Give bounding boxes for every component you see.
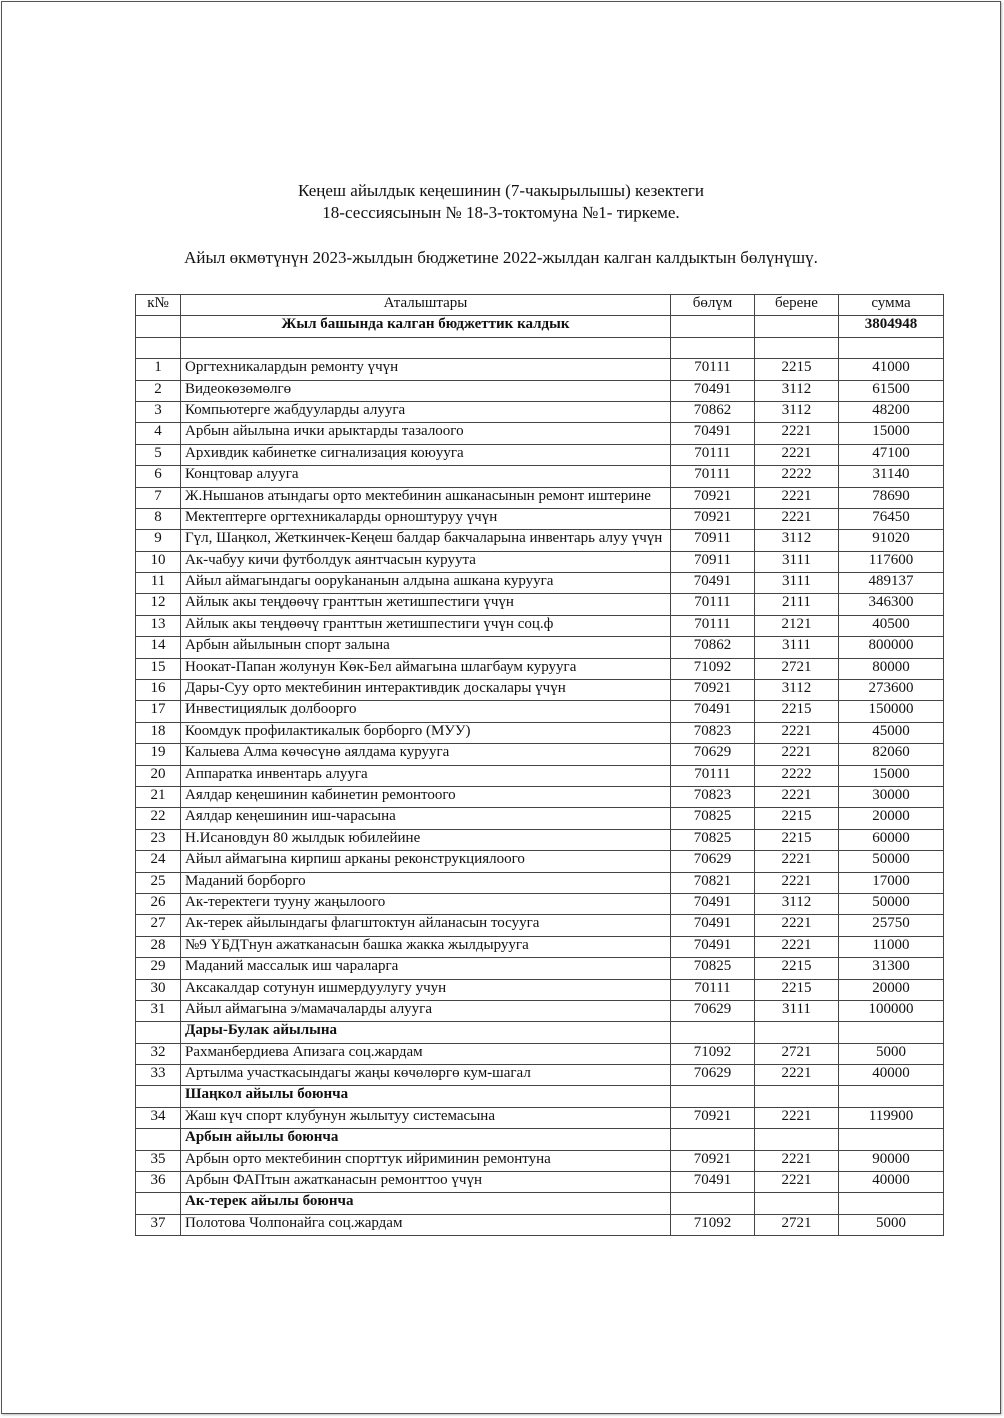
section-header-row xyxy=(136,1193,944,1214)
row-number: 18 xyxy=(136,722,181,743)
row-name: Айыл аймагына э/мамачаларды алууга xyxy=(181,1000,671,1021)
row-bolum: 70629 xyxy=(671,1000,755,1021)
opening-balance-row xyxy=(136,316,944,337)
row-berene: 2221 xyxy=(755,851,839,872)
row-name: Архивдик кабинетке сигнализация коюууга xyxy=(181,444,671,465)
row-sum: 40000 xyxy=(839,1065,944,1086)
row-name: Арбын орто мектебинин спорттук ийриминин ремонтуна xyxy=(181,1150,671,1171)
row-number: 26 xyxy=(136,893,181,914)
row-sum: 47100 xyxy=(839,444,944,465)
row-number: 16 xyxy=(136,680,181,701)
row-sum: 25750 xyxy=(839,915,944,936)
row-berene: 2721 xyxy=(755,658,839,679)
row-name: Ж.Нышанов атындагы орто мектебинин ашканасынын ремонт иштерине xyxy=(181,487,671,508)
row-number: 3 xyxy=(136,401,181,422)
row-berene: 2215 xyxy=(755,958,839,979)
row-berene: 2121 xyxy=(755,615,839,636)
row-berene: 2222 xyxy=(755,466,839,487)
row-number: 29 xyxy=(136,958,181,979)
row-number: 19 xyxy=(136,744,181,765)
row-sum: 150000 xyxy=(839,701,944,722)
section-title: Дары-Булак айылына xyxy=(181,1022,671,1043)
section-title: Ак-терек айылы боюнча xyxy=(181,1193,671,1214)
row-name: Гүл, Шаңкол, Жеткинчек-Кеңеш балдар бакчаларына инвентарь алуу үчүн xyxy=(181,530,671,551)
row-bolum: 70823 xyxy=(671,786,755,807)
row-berene: 2221 xyxy=(755,423,839,444)
table-row xyxy=(136,872,944,893)
table-header-row xyxy=(136,295,944,316)
row-sum: 20000 xyxy=(839,808,944,829)
row-sum: 273600 xyxy=(839,680,944,701)
row-name: Концтовар алууга xyxy=(181,466,671,487)
row-name: Полотова Чолпонайга соц.жардам xyxy=(181,1214,671,1235)
row-number: 23 xyxy=(136,829,181,850)
row-number: 24 xyxy=(136,851,181,872)
row-sum: 5000 xyxy=(839,1214,944,1235)
row-berene: 3112 xyxy=(755,401,839,422)
row-bolum: 70111 xyxy=(671,615,755,636)
row-bolum: 70111 xyxy=(671,594,755,615)
row-number: 21 xyxy=(136,786,181,807)
row-sum: 90000 xyxy=(839,1150,944,1171)
table-row xyxy=(136,1043,944,1064)
row-berene: 2215 xyxy=(755,808,839,829)
row-sum: 60000 xyxy=(839,829,944,850)
row-bolum: 70911 xyxy=(671,530,755,551)
table-row xyxy=(136,637,944,658)
row-name: Жаш күч спорт клубунун жылытуу системасына xyxy=(181,1107,671,1128)
row-number: 35 xyxy=(136,1150,181,1171)
row-berene: 2221 xyxy=(755,915,839,936)
table-row xyxy=(136,359,944,380)
table-row xyxy=(136,744,944,765)
row-name: Аялдар кеңешинин иш-чарасына xyxy=(181,808,671,829)
row-berene: 3112 xyxy=(755,893,839,914)
row-number: 37 xyxy=(136,1214,181,1235)
row-name: Ак-теректеги тууну жаңылоого xyxy=(181,893,671,914)
row-sum: 117600 xyxy=(839,551,944,572)
table-row xyxy=(136,380,944,401)
row-sum: 15000 xyxy=(839,423,944,444)
table-row xyxy=(136,808,944,829)
opening-balance-sum: 3804948 xyxy=(839,316,944,337)
row-name: Дары-Суу орто мектебинин интерактивдик доскалары үчүн xyxy=(181,680,671,701)
row-name: Айыл аймагына кирпиш арканы реконструкциялоого xyxy=(181,851,671,872)
row-bolum: 70911 xyxy=(671,551,755,572)
table-row xyxy=(136,958,944,979)
row-berene: 2221 xyxy=(755,444,839,465)
row-sum: 489137 xyxy=(839,573,944,594)
row-bolum: 70111 xyxy=(671,359,755,380)
row-number: 27 xyxy=(136,915,181,936)
row-berene: 2221 xyxy=(755,872,839,893)
row-number: 5 xyxy=(136,444,181,465)
row-berene: 2221 xyxy=(755,936,839,957)
row-number: 33 xyxy=(136,1065,181,1086)
row-name: Маданий массалык иш чараларга xyxy=(181,958,671,979)
section-title: Арбын айылы боюнча xyxy=(181,1129,671,1150)
table-row xyxy=(136,851,944,872)
table-row xyxy=(136,701,944,722)
row-berene: 2221 xyxy=(755,508,839,529)
row-bolum: 70491 xyxy=(671,573,755,594)
row-number: 8 xyxy=(136,508,181,529)
table-row xyxy=(136,444,944,465)
row-number: 11 xyxy=(136,573,181,594)
row-sum: 346300 xyxy=(839,594,944,615)
table-row xyxy=(136,466,944,487)
row-number: 6 xyxy=(136,466,181,487)
row-name: Арбын ФАПтын ажатканасын ремонттоо үчүн xyxy=(181,1172,671,1193)
row-sum: 17000 xyxy=(839,872,944,893)
table-row xyxy=(136,423,944,444)
row-bolum: 70491 xyxy=(671,1172,755,1193)
table-row xyxy=(136,615,944,636)
row-sum: 45000 xyxy=(839,722,944,743)
row-name: Видеокөзөмөлгө xyxy=(181,380,671,401)
row-bolum: 70862 xyxy=(671,637,755,658)
row-berene: 2221 xyxy=(755,786,839,807)
row-berene: 3112 xyxy=(755,680,839,701)
row-name: Ноокат-Папан жолунун Көк-Бел аймагына шлагбаум курууга xyxy=(181,658,671,679)
row-number: 20 xyxy=(136,765,181,786)
row-number: 34 xyxy=(136,1107,181,1128)
row-name: Ак-терек айылындагы флагштоктун айланасын тосууга xyxy=(181,915,671,936)
table-row xyxy=(136,722,944,743)
row-bolum: 70111 xyxy=(671,979,755,1000)
row-berene: 2221 xyxy=(755,1107,839,1128)
row-berene: 2221 xyxy=(755,487,839,508)
row-bolum: 70111 xyxy=(671,466,755,487)
row-berene: 2721 xyxy=(755,1043,839,1064)
row-name: Инвестициялык долбоорго xyxy=(181,701,671,722)
row-bolum: 70491 xyxy=(671,893,755,914)
row-bolum: 70921 xyxy=(671,487,755,508)
row-name: Аялдар кеңешинин кабинетин ремонтоого xyxy=(181,786,671,807)
document-subtitle: Айыл өкмөтүнүн 2023-жылдын бюджетине 2022-жылдан калган калдыктын бөлүнүшү. xyxy=(184,248,818,267)
section-title: Шаңкол айылы боюнча xyxy=(181,1086,671,1107)
row-berene: 2215 xyxy=(755,359,839,380)
row-name: Оргтехникалардын ремонту үчүн xyxy=(181,359,671,380)
row-bolum: 70491 xyxy=(671,423,755,444)
table-row xyxy=(136,893,944,914)
row-sum: 30000 xyxy=(839,786,944,807)
table-row xyxy=(136,1214,944,1235)
row-sum: 91020 xyxy=(839,530,944,551)
row-bolum: 70862 xyxy=(671,401,755,422)
row-number: 32 xyxy=(136,1043,181,1064)
section-header-row xyxy=(136,1086,944,1107)
column-header-no: к№ xyxy=(136,295,181,316)
row-bolum: 70821 xyxy=(671,872,755,893)
row-number: 1 xyxy=(136,359,181,380)
row-bolum: 70921 xyxy=(671,508,755,529)
row-name: Ак-чабуу кичи футболдук аянтчасын куруута xyxy=(181,551,671,572)
table-row xyxy=(136,936,944,957)
row-sum: 40000 xyxy=(839,1172,944,1193)
row-berene: 3111 xyxy=(755,573,839,594)
row-bolum: 70491 xyxy=(671,915,755,936)
row-berene: 3111 xyxy=(755,551,839,572)
row-bolum: 70111 xyxy=(671,765,755,786)
row-sum: 80000 xyxy=(839,658,944,679)
row-number: 25 xyxy=(136,872,181,893)
section-header-row xyxy=(136,1022,944,1043)
row-bolum: 70629 xyxy=(671,851,755,872)
row-bolum: 70823 xyxy=(671,722,755,743)
table-row xyxy=(136,979,944,1000)
empty-row xyxy=(136,337,944,358)
row-berene: 2215 xyxy=(755,829,839,850)
row-sum: 31140 xyxy=(839,466,944,487)
document-page xyxy=(1,1,1001,1414)
row-bolum: 70629 xyxy=(671,744,755,765)
column-header-name: Аталыштары xyxy=(181,295,671,316)
row-berene: 3111 xyxy=(755,1000,839,1021)
row-bolum: 70111 xyxy=(671,444,755,465)
row-name: Арбын айылынын спорт залына xyxy=(181,637,671,658)
row-sum: 48200 xyxy=(839,401,944,422)
row-sum: 61500 xyxy=(839,380,944,401)
row-name: Айлык акы теңдөөчү гранттын жетишпестиги үчүн xyxy=(181,594,671,615)
opening-balance-label: Жыл башында калган бюджеттик калдык xyxy=(181,316,671,337)
table-row xyxy=(136,680,944,701)
row-number: 9 xyxy=(136,530,181,551)
row-number: 36 xyxy=(136,1172,181,1193)
row-sum: 15000 xyxy=(839,765,944,786)
row-number: 31 xyxy=(136,1000,181,1021)
table-row xyxy=(136,765,944,786)
row-berene: 2215 xyxy=(755,701,839,722)
table-row xyxy=(136,594,944,615)
row-bolum: 70825 xyxy=(671,829,755,850)
row-number: 4 xyxy=(136,423,181,444)
row-berene: 2215 xyxy=(755,979,839,1000)
row-berene: 2221 xyxy=(755,744,839,765)
row-number: 17 xyxy=(136,701,181,722)
table-row xyxy=(136,573,944,594)
row-name: Н.Исановдун 80 жылдык юбилейине xyxy=(181,829,671,850)
row-name: Калыева Алма көчөсүнө аялдама курууга xyxy=(181,744,671,765)
table-row xyxy=(136,1065,944,1086)
row-name: Айлык акы теңдөөчү гранттын жетишпестиги үчүн соц.ф xyxy=(181,615,671,636)
column-header-bolum: бөлүм xyxy=(671,295,755,316)
row-bolum: 70491 xyxy=(671,380,755,401)
table-row xyxy=(136,786,944,807)
row-number: 10 xyxy=(136,551,181,572)
row-bolum: 70825 xyxy=(671,958,755,979)
row-number: 13 xyxy=(136,615,181,636)
table-row xyxy=(136,530,944,551)
document-header xyxy=(2,180,1000,224)
row-sum: 20000 xyxy=(839,979,944,1000)
row-name: Айыл аймагындагы ооруkананын алдына ашкана курууга xyxy=(181,573,671,594)
row-sum: 82060 xyxy=(839,744,944,765)
row-sum: 76450 xyxy=(839,508,944,529)
row-number: 14 xyxy=(136,637,181,658)
row-sum: 78690 xyxy=(839,487,944,508)
header-line-1: Кеңеш айылдык кеңешинин (7-чакырылышы) кезектеги xyxy=(298,181,704,200)
row-berene: 2111 xyxy=(755,594,839,615)
row-bolum: 71092 xyxy=(671,658,755,679)
row-bolum: 71092 xyxy=(671,1043,755,1064)
row-bolum: 70825 xyxy=(671,808,755,829)
row-number: 22 xyxy=(136,808,181,829)
row-number: 12 xyxy=(136,594,181,615)
row-sum: 31300 xyxy=(839,958,944,979)
table-row xyxy=(136,1150,944,1171)
row-sum: 50000 xyxy=(839,893,944,914)
row-bolum: 70921 xyxy=(671,680,755,701)
row-sum: 5000 xyxy=(839,1043,944,1064)
row-name: №9 ҮБДТнун ажатканасын башка жакка жылдырууга xyxy=(181,936,671,957)
row-sum: 41000 xyxy=(839,359,944,380)
table-row xyxy=(136,1107,944,1128)
row-name: Коомдук профилактикалык борборго (МУУ) xyxy=(181,722,671,743)
row-number: 7 xyxy=(136,487,181,508)
row-number: 15 xyxy=(136,658,181,679)
header-line-2: 18-сессиясынын № 18-3-токтомуна №1- тиркеме. xyxy=(322,203,680,222)
table-row xyxy=(136,551,944,572)
row-number: 30 xyxy=(136,979,181,1000)
column-header-berene: берене xyxy=(755,295,839,316)
table-row xyxy=(136,1172,944,1193)
row-sum: 119900 xyxy=(839,1107,944,1128)
row-berene: 2222 xyxy=(755,765,839,786)
row-sum: 50000 xyxy=(839,851,944,872)
row-berene: 3112 xyxy=(755,530,839,551)
row-berene: 3112 xyxy=(755,380,839,401)
table-row xyxy=(136,508,944,529)
row-bolum: 70491 xyxy=(671,701,755,722)
column-header-sum: сумма xyxy=(839,295,944,316)
row-name: Арбын айылына ички арыктарды тазалоого xyxy=(181,423,671,444)
row-bolum: 70921 xyxy=(671,1107,755,1128)
budget-table xyxy=(135,294,944,1236)
table-row xyxy=(136,487,944,508)
table-row xyxy=(136,1000,944,1021)
row-bolum: 70491 xyxy=(671,936,755,957)
row-name: Артылма участкасындагы жаңы көчөлөргө кум-шагал xyxy=(181,1065,671,1086)
row-berene: 2221 xyxy=(755,1065,839,1086)
row-berene: 2721 xyxy=(755,1214,839,1235)
section-header-row xyxy=(136,1129,944,1150)
row-bolum: 70921 xyxy=(671,1150,755,1171)
table-row xyxy=(136,915,944,936)
row-name: Аксакалдар сотунун ишмердуулугу учун xyxy=(181,979,671,1000)
row-berene: 2221 xyxy=(755,722,839,743)
row-number: 28 xyxy=(136,936,181,957)
row-sum: 100000 xyxy=(839,1000,944,1021)
row-name: Мектептерге оргтехникаларды орноштуруу үчүн xyxy=(181,508,671,529)
row-name: Компьютерге жабдууларды алууга xyxy=(181,401,671,422)
row-berene: 2221 xyxy=(755,1150,839,1171)
table-row xyxy=(136,829,944,850)
row-bolum: 71092 xyxy=(671,1214,755,1235)
row-name: Рахманбердиева Апизага соц.жардам xyxy=(181,1043,671,1064)
row-sum: 40500 xyxy=(839,615,944,636)
row-number: 2 xyxy=(136,380,181,401)
table-row xyxy=(136,658,944,679)
row-sum: 11000 xyxy=(839,936,944,957)
table-row xyxy=(136,401,944,422)
row-bolum: 70629 xyxy=(671,1065,755,1086)
row-name: Аппаратка инвентарь алууга xyxy=(181,765,671,786)
row-berene: 2221 xyxy=(755,1172,839,1193)
row-name: Маданий борборго xyxy=(181,872,671,893)
row-sum: 800000 xyxy=(839,637,944,658)
row-berene: 3111 xyxy=(755,637,839,658)
